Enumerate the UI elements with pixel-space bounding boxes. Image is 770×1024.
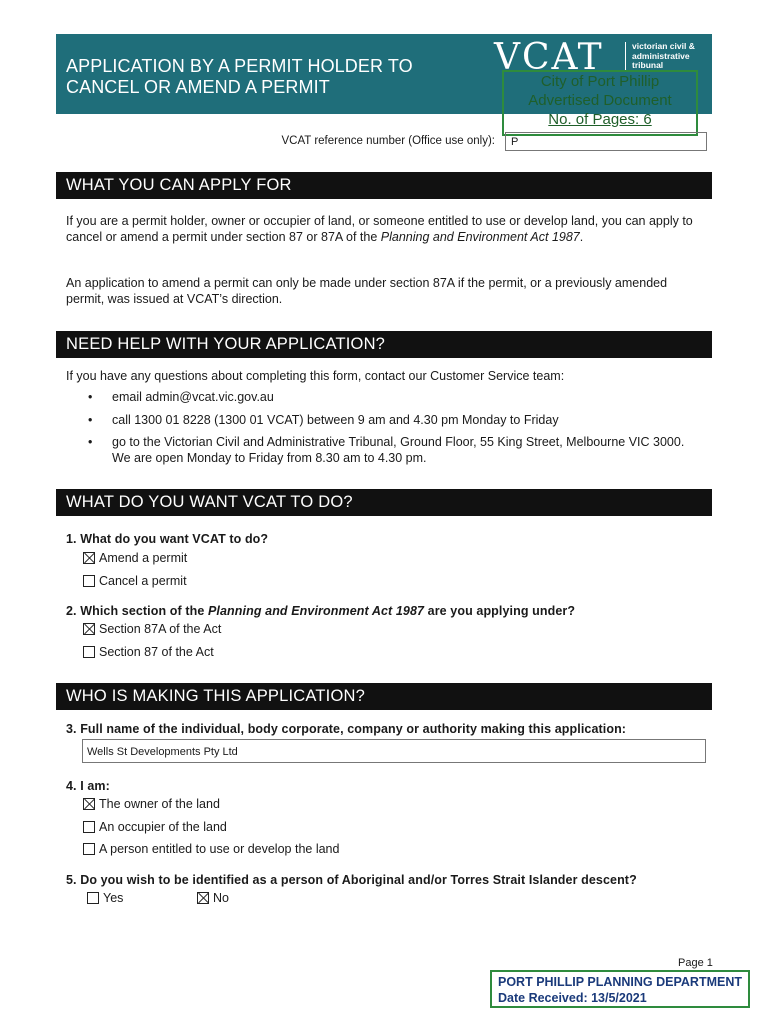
vcat-logo: VCAT [494,37,604,78]
section-heading-what-you-can-apply-for: WHAT YOU CAN APPLY FOR [56,172,712,199]
act-name: Planning and Environment Act 1987 [380,229,580,244]
applicant-name-field[interactable]: Wells St Developments Pty Ltd [82,739,706,763]
option-label: No [213,891,229,905]
checkbox-icon[interactable] [83,575,95,587]
list-item: • call 1300 01 8228 (1300 01 VCAT) between 9 am and 4.30 pm Monday to Friday [66,413,706,429]
list-item: • go to the Victorian Civil and Administrative Tribunal, Ground Floor, 55 King Street, Melbourne VIC 3000. We are open Monday to Friday from 8.30 am to 4.30 pm. [66,435,706,466]
checkbox-checked-icon[interactable] [197,892,209,904]
stamp-department: PORT PHILLIP PLANNING DEPARTMENT [498,975,742,989]
stamp-date-received: Date Received: 13/5/2021 [498,991,647,1005]
option-amend-permit[interactable] [83,551,187,566]
date-received-stamp [490,970,750,1008]
reference-number-field[interactable]: P [505,132,707,151]
page-number: Page 1 [678,957,713,969]
help-contact-list [66,390,706,473]
help-intro: If you have any questions about completing this form, contact our Customer Service team: [66,369,565,383]
apply-paragraph-1 [66,214,706,245]
option-yes[interactable] [87,891,123,906]
option-label: Yes [103,891,124,905]
option-entitled-person[interactable] [83,842,339,857]
checkbox-checked-icon[interactable] [83,798,95,810]
option-owner[interactable] [83,797,220,812]
option-label: Section 87A of the Act [99,622,222,636]
question-2-act-name: Planning and Environment Act 1987 [208,604,425,618]
stamp-page-count: No. of Pages: 6 [548,111,652,128]
apply-paragraph-1-end: . [579,229,584,244]
form-title-line1: APPLICATION BY A PERMIT HOLDER TO [66,56,413,76]
question-3-label: 3. Full name of the individual, body corporate, company or authority making this application: [66,722,627,736]
question-2-label [66,604,575,618]
question-5-label: 5. Do you wish to be identified as a person of Aboriginal and/or Torres Strait Islander descent? [66,873,637,887]
question-2-label-post: are you applying under? [424,604,576,618]
stamp-advertised: Advertised Document [528,92,672,109]
advertised-document-stamp [502,70,698,136]
option-section-87[interactable] [83,645,214,660]
reference-label: VCAT reference number (Office use only): [281,135,495,147]
apply-paragraph-1-text: If you are a permit holder, owner or occupier of land, or someone entitled to use or develop land, you can apply to cancel or amend a permit under section 87 or 87A of the [66,214,693,244]
option-section-87a[interactable] [83,622,221,637]
logo-divider [625,42,626,70]
option-cancel-permit[interactable] [83,574,187,589]
list-item: • email admin@vcat.vic.gov.au [66,390,706,406]
option-no[interactable] [197,891,229,906]
option-label: Cancel a permit [99,574,187,588]
reference-row [200,132,707,152]
checkbox-icon[interactable] [83,646,95,658]
section-heading-who-is-making: WHO IS MAKING THIS APPLICATION? [56,683,712,710]
option-label: Section 87 of the Act [99,645,214,659]
option-label: The owner of the land [99,797,220,811]
question-1-label: 1. What do you want VCAT to do? [66,532,269,546]
option-label: Amend a permit [99,551,188,565]
section-heading-need-help: NEED HELP WITH YOUR APPLICATION? [56,331,712,358]
question-4-label: 4. I am: [66,779,110,793]
apply-paragraph-2: An application to amend a permit can only be made under section 87A if the permit, or a previously amended permit, was issued at VCAT’s direction. [66,276,668,306]
option-label: A person entitled to use or develop the land [99,842,340,856]
checkbox-checked-icon[interactable] [83,552,95,564]
checkbox-icon[interactable] [83,821,95,833]
checkbox-icon[interactable] [87,892,99,904]
section-heading-what-do-you-want: WHAT DO YOU WANT VCAT TO DO? [56,489,712,516]
option-label: An occupier of the land [99,820,227,834]
question-2-label-pre: 2. Which section of the [66,604,208,618]
stamp-council: City of Port Phillip [540,73,660,90]
form-title [66,56,466,98]
checkbox-icon[interactable] [83,843,95,855]
form-title-line2: CANCEL OR AMEND A PERMIT [66,77,330,97]
checkbox-checked-icon[interactable] [83,623,95,635]
option-occupier[interactable] [83,820,227,835]
vcat-tagline: victorian civil & administrative tribunal [632,42,695,70]
